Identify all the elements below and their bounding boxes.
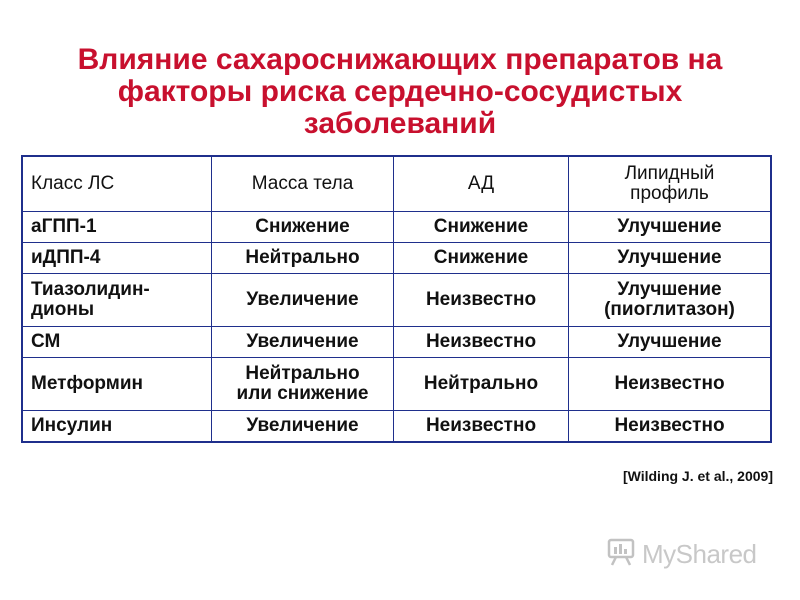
cell-blood-pressure: Снижение	[394, 212, 569, 243]
table-row	[22, 243, 771, 274]
drug-effects-table	[21, 155, 772, 443]
header-blood-pressure: АД	[394, 156, 569, 212]
cell-lipid-profile: Улучшение	[569, 212, 772, 243]
title-line-3: заболеваний	[303, 107, 497, 140]
table-row	[22, 274, 771, 327]
cell-blood-pressure: Неизвестно	[394, 274, 569, 327]
cell-body-weight: Снижение	[212, 212, 394, 243]
cell-drug-class: СМ	[22, 327, 212, 358]
header-lipid-profile: Липидный профиль	[569, 156, 772, 212]
watermark-text: MyShared	[642, 539, 757, 569]
header-drug-class: Класс ЛС	[22, 156, 212, 212]
cell-lipid-profile: Улучшение	[569, 327, 772, 358]
citation: [Wilding J. et al., 2009]	[622, 468, 773, 484]
cell-lipid-profile: Улучшение (пиоглитазон)	[569, 274, 772, 327]
cell-drug-class: Метформин	[22, 358, 212, 411]
table-row	[22, 358, 771, 411]
header-body-weight: Масса тела	[212, 156, 394, 212]
cell-drug-class: иДПП-4	[22, 243, 212, 274]
watermark[interactable]	[606, 537, 757, 572]
table-row	[22, 212, 771, 243]
table-header-row	[22, 156, 771, 212]
slide-title	[0, 44, 800, 140]
cell-blood-pressure: Неизвестно	[394, 411, 569, 443]
cell-lipid-profile: Улучшение	[569, 243, 772, 274]
cell-drug-class: аГПП-1	[22, 212, 212, 243]
table-row	[22, 327, 771, 358]
cell-body-weight: Нейтрально	[212, 243, 394, 274]
cell-body-weight: Нейтрально или снижение	[212, 358, 394, 411]
cell-lipid-profile: Неизвестно	[569, 358, 772, 411]
cell-blood-pressure: Снижение	[394, 243, 569, 274]
title-line-2: факторы риска сердечно-сосудистых	[117, 75, 683, 108]
cell-blood-pressure: Неизвестно	[394, 327, 569, 358]
cell-body-weight: Увеличение	[212, 411, 394, 443]
table-row	[22, 411, 771, 443]
cell-body-weight: Увеличение	[212, 327, 394, 358]
cell-drug-class: Тиазолидин- дионы	[22, 274, 212, 327]
title-line-1: Влияние сахароснижающих препаратов на	[77, 43, 723, 76]
cell-body-weight: Увеличение	[212, 274, 394, 327]
cell-drug-class: Инсулин	[22, 411, 212, 443]
cell-lipid-profile: Неизвестно	[569, 411, 772, 443]
presentation-board-icon	[606, 537, 636, 572]
cell-blood-pressure: Нейтрально	[394, 358, 569, 411]
